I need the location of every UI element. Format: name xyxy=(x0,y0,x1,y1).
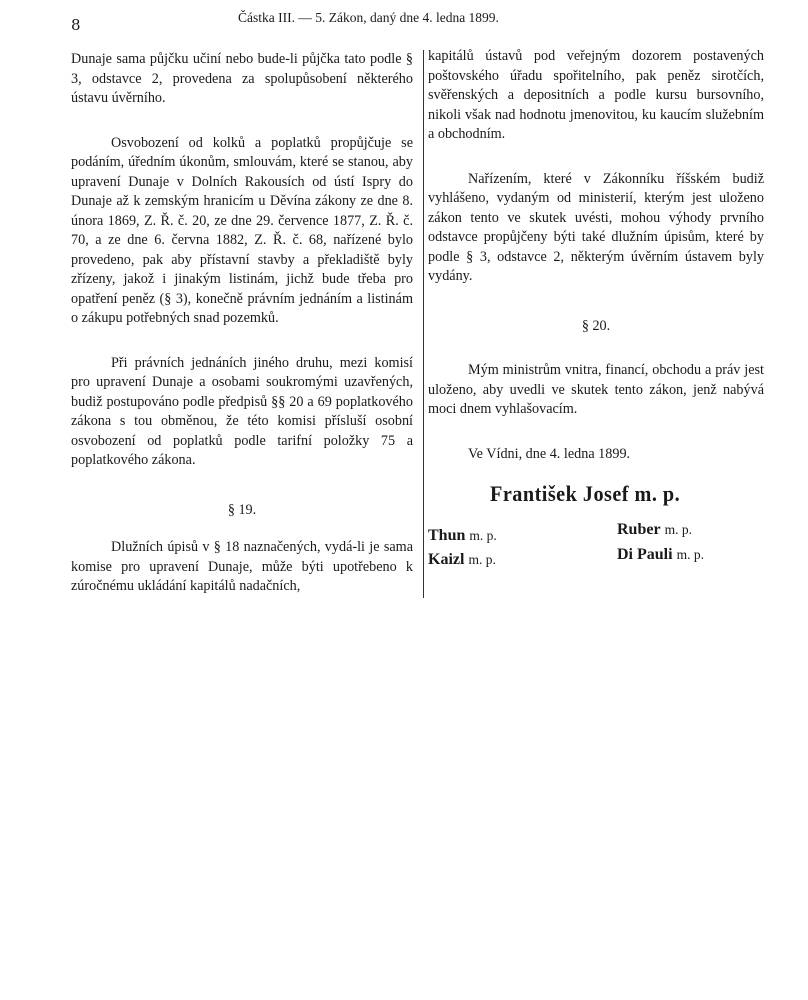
paragraph: Nařízením, které v Zákonníku říšském budiž vyhlášeno, vydaným od ministerií, kterým jest uloženo zákon tento ve skutek uvésti, mohou výhody prvního odstavce propůjčeny býti také dlužním úpisům, které by podle § 3, odstavce 2, některým úvěrním ústavem byly vydány. xyxy=(428,170,764,284)
section-heading: § 19. xyxy=(227,501,257,518)
running-header: Částka III. — 5. Zákon, daný dne 4. ledna 1899. xyxy=(238,10,499,25)
right-column xyxy=(428,47,764,464)
emperor-signature: František Josef m. p. xyxy=(490,481,681,506)
paragraph: Dunaje sama půjčku učiní nebo bude-li půjčka tato podle § 3, odstavce 2, provedena za spolupůsobení některého ústavu úvěrního. xyxy=(71,51,413,106)
minister-signature: Kaizl m. p. xyxy=(428,551,496,568)
place-date: Ve Vídni, dne 4. ledna 1899. xyxy=(468,445,631,462)
left-column xyxy=(71,50,413,597)
section-heading: § 20. xyxy=(581,317,611,334)
minister-signature: Ruber m. p. xyxy=(617,521,692,538)
minister-signature: Di Pauli m. p. xyxy=(617,546,704,563)
column-divider xyxy=(423,50,424,598)
paragraph: kapitálů ústavů pod veřejným dozorem postavených poštovského úřadu spořitelního, pak peněz sirotčích, svěřenských a depositních a podle kursu bursovního, nikoli však nad hodnotu jmenovitou, ku kaucím služebním a obchodním. xyxy=(428,48,764,142)
paragraph: Mým ministrům vnitra, financí, obchodu a práv jest uloženo, aby uvedli ve skutek tento zákon, jenž nabývá moci dnem vyhlašovacím. xyxy=(428,362,764,417)
paragraph: Osvobození od kolků a poplatků propůjčuje se podáním, úředním úkonům, smlouvám, které se stanou, aby upravení Dunaje v Dolních Rakousích od ústí Ispry do Dunaje až k zemským hranicím u Děvína zákony ze dne 8. února 1869, Z. Ř. č. 20, ze dne 29. července 1877, Z. Ř. č. 70, a ze dne 6. června 1882, Z. Ř. č. 68, nařízené bylo provedeno, pak aby přístavní stavby a překladiště byly zřízeny, jakož i jinakým listinám, jichž bude třeba pro opatření peněz (§ 3), konečně právním jednáním a listinám o zákupu potřebných snad pozemků. xyxy=(71,134,413,326)
page-number: 8 xyxy=(71,16,81,34)
minister-signature: Thun m. p. xyxy=(428,527,497,544)
paragraph: Při právních jednáních jiného druhu, mezi komisí pro upravení Dunaje a osobami soukromými uzavřených, budiž postupováno podle předpisů §§ 20 a 69 poplatkového zákona s tou obměnou, že této komisi přísluší osobní osvobození od poplatků podle tarifní položky 75 a poplatkového zákona. xyxy=(71,354,413,468)
paragraph: Dlužních úpisů v § 18 naznačených, vydá-li je sama komise pro upravení Dunaje, může býti upotřebeno k zúročnému ukládání kapitálů nadačních, xyxy=(71,539,413,594)
